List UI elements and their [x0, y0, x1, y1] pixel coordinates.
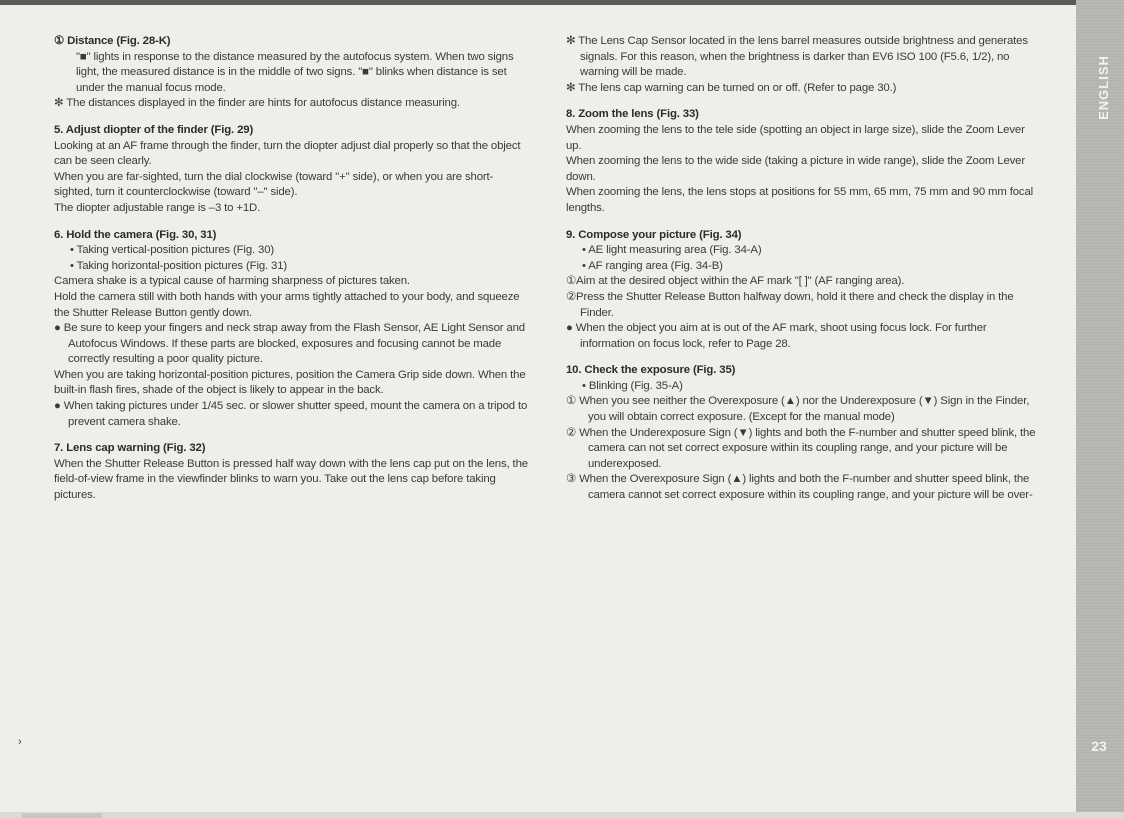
section-6-para-2: Hold the camera still with both hands with your arms tightly attached to your body, and squeeze the Shutter Release Button gently down. — [54, 290, 520, 319]
section-10-heading: 10. Check the exposure (Fig. 35) — [566, 364, 736, 377]
section-6-para-3: When you are taking horizontal-position pictures, position the Camera Grip side down. When the built-in flash fires, shade of the object is likely to appear in the back. — [54, 368, 526, 397]
section-9-bullet-1: • AE light measuring area (Fig. 34-A) — [582, 244, 762, 257]
bottom-edge-bar — [0, 812, 1124, 818]
section-6-bullet-1: • Taking vertical-position pictures (Fig. 30) — [70, 244, 275, 257]
section-5-para-2: When you are far-sighted, turn the dial clockwise (toward "+" side), or when you are short-sighted, turn it counterclockwise (toward "–" side). — [54, 170, 494, 199]
section-8-para-1: When zooming the lens to the tele side (spotting an object in large size), slide the Zoom Lever up. — [566, 123, 1025, 152]
section-9-item-1: ①Aim at the desired object within the AF mark "[ ]" (AF ranging area). — [566, 275, 905, 288]
lens-cap-note-1: ✻ The Lens Cap Sensor located in the lens barrel measures outside brightness and generates signals. For this reason, when the brightness is darker than EV6 ISO 100 (F5.6, 1/2), no warning will be made. — [566, 35, 1028, 79]
section-10-item-1: ① When you see neither the Overexposure (▲) nor the Underexposure (▼) Sign in the Finder, you will obtain correct exposure. (Except for the manual mode) — [566, 395, 1030, 424]
section-6 — [54, 228, 528, 431]
section-8 — [566, 107, 1036, 216]
section-6-para-1: Camera shake is a typical cause of harming sharpness of pictures taken. — [54, 275, 410, 288]
bottom-edge-mark — [22, 813, 102, 818]
section-5-para-3: The diopter adjustable range is –3 to +1D. — [54, 201, 261, 214]
left-column — [54, 34, 528, 504]
section-5-para-1: Looking at an AF frame through the finder, turn the diopter adjust dial properly so that the object can be seen clearly. — [54, 139, 521, 168]
section-5-heading: 5. Adjust diopter of the finder (Fig. 29) — [54, 123, 254, 136]
section-9-heading: 9. Compose your picture (Fig. 34) — [566, 228, 742, 241]
section-7-para-1: When the Shutter Release Button is pressed half way down with the lens cap put on the lens, the field-of-view frame in the viewfinder blinks to warn you. Take out the lens cap before taking pictures. — [54, 457, 528, 502]
section-6-bullet-2: • Taking horizontal-position pictures (Fig. 31) — [70, 259, 288, 272]
section-9-item-2: ②Press the Shutter Release Button halfway down, hold it there and check the display in the Finder. — [566, 290, 1014, 319]
section-5 — [54, 123, 528, 217]
margin-mark: › — [18, 736, 22, 748]
top-edge-bar — [0, 0, 1124, 5]
section-8-heading: 8. Zoom the lens (Fig. 33) — [566, 108, 699, 121]
section-6-note-1: ● Be sure to keep your fingers and neck strap away from the Flash Sensor, AE Light Sensor and Autofocus Windows. If these parts are blocked, exposures and focusing cannot be made correctly resulting a poor quality picture. — [54, 322, 525, 366]
section-6-heading: 6. Hold the camera (Fig. 30, 31) — [54, 228, 217, 241]
language-label-box — [1088, 42, 1118, 132]
distance-section — [54, 34, 528, 112]
section-10-item-2: ② When the Underexposure Sign (▼) lights and both the F-number and shutter speed blink, the camera can not set correct exposure within its coupling range, and your picture will be underexposed. — [566, 426, 1036, 470]
section-6-note-2: ● When taking pictures under 1/45 sec. or slower shutter speed, mount the camera on a tripod to prevent camera shake. — [54, 400, 528, 428]
page-number: 23 — [1091, 738, 1107, 754]
section-8-para-2: When zooming the lens to the wide side (taking a picture in wide range), slide the Zoom Lever down. — [566, 155, 1026, 183]
section-7 — [54, 441, 528, 503]
section-7-heading: 7. Lens cap warning (Fig. 32) — [54, 442, 206, 455]
language-tab — [1076, 0, 1124, 818]
lens-cap-note-2: ✻ The lens cap warning can be turned on or off. (Refer to page 30.) — [566, 81, 897, 94]
section-9 — [566, 228, 1036, 353]
section-10-bullet-1: • Blinking (Fig. 35-A) — [582, 379, 683, 392]
right-column — [566, 34, 1036, 504]
language-label: ENGLISH — [1095, 54, 1111, 120]
section-8-para-3: When zooming the lens, the lens stops at positions for 55 mm, 65 mm, 75 mm and 90 mm focal lengths. — [566, 186, 1034, 214]
section-10-item-3: ③ When the Overexposure Sign (▲) lights and both the F-number and shutter speed blink, the camera cannot set correct exposure within its coupling range, and your picture will be over- — [566, 473, 1033, 502]
lens-cap-notes — [566, 34, 1036, 96]
section-9-item-3: ● When the object you aim at is out of the AF mark, shoot using focus lock. For further information on focus lock, refer to Page 28. — [566, 322, 987, 350]
distance-heading: ① Distance (Fig. 28-K) — [54, 35, 171, 47]
section-10 — [566, 363, 1036, 503]
section-9-bullet-2: • AF ranging area (Fig. 34-B) — [582, 259, 723, 272]
distance-note: ✻ The distances displayed in the finder are hints for autofocus distance measuring. — [54, 97, 460, 110]
distance-body: "■" lights in response to the distance measured by the autofocus system. When two signs light, the measured distance is in the middle of two signs. "■" blinks when distance is set under the manual focus mode. — [76, 50, 514, 94]
